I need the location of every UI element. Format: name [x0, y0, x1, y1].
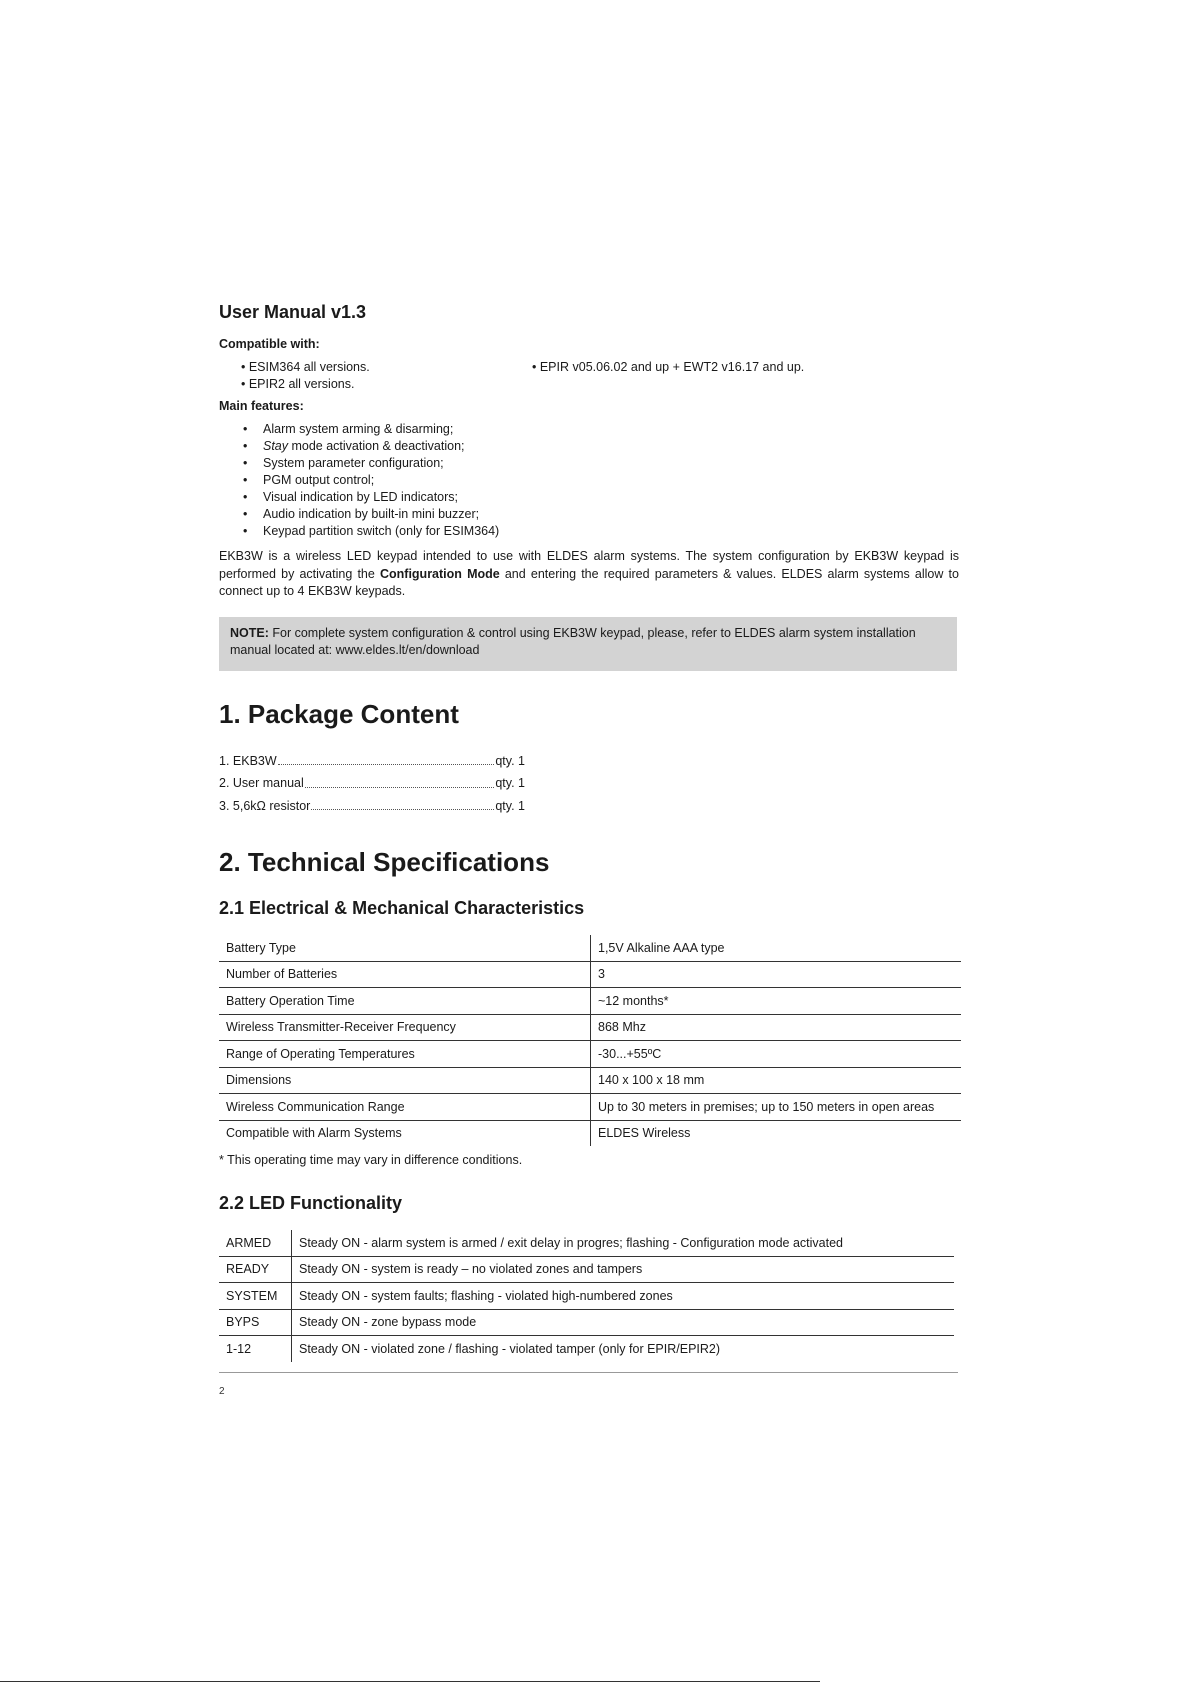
table-row: Compatible with Alarm Systems ELDES Wireless	[219, 1120, 961, 1146]
footer-divider	[219, 1372, 958, 1373]
package-item: 2. User manual qty. 1	[219, 772, 525, 795]
package-list	[219, 750, 959, 818]
table-row: SYSTEM Steady ON - system faults; flashing - violated high-numbered zones	[219, 1283, 954, 1310]
table-row: Battery Type 1,5V Alkaline AAA type	[219, 935, 961, 961]
table-row: Wireless Transmitter-Receiver Frequency 868 Mhz	[219, 1014, 961, 1041]
table-row: Range of Operating Temperatures -30...+55ºC	[219, 1041, 961, 1068]
manual-page	[219, 296, 959, 1362]
feature-item: • Visual indication by LED indicators;	[243, 489, 959, 506]
features-label: Main features:	[219, 399, 304, 413]
compatible-list	[219, 359, 959, 393]
compatible-column-2	[532, 359, 804, 376]
compatible-label: Compatible with:	[219, 337, 320, 351]
table-row: BYPS Steady ON - zone bypass mode	[219, 1309, 954, 1336]
compatible-item: • ESIM364 all versions.	[241, 360, 370, 374]
table-row: Number of Batteries 3	[219, 961, 961, 988]
intro-paragraph: EKB3W is a wireless LED keypad intended to use with ELDES alarm systems. The system configuration by EKB3W keypad is performed by activating the Configuration Mode and entering the required parameters & values. ELDES alarm systems allow to connect up to 4 EKB3W keypads.	[219, 549, 959, 598]
document-title: User Manual v1.3	[219, 302, 367, 322]
features-list	[219, 421, 959, 540]
feature-item: • PGM output control;	[243, 472, 959, 489]
note-box	[219, 617, 957, 671]
page-number: 2	[219, 1386, 225, 1397]
note-text: For complete system configuration & control using EKB3W keypad, please, refer to ELDES alarm system installation manual located at: www.eldes.lt/en/download	[230, 625, 916, 657]
compatible-item: • EPIR v05.06.02 and up + EWT2 v16.17 and up.	[532, 360, 805, 374]
compatible-column-1	[241, 359, 370, 392]
table-row: ARMED Steady ON - alarm system is armed / exit delay in progres; flashing - Configuration mode activated	[219, 1230, 954, 1256]
feature-item: • Stay mode activation & deactivation;	[243, 438, 959, 455]
feature-item: • Keypad partition switch (only for ESIM364)	[243, 523, 959, 540]
feature-item: • Alarm system arming & disarming;	[243, 421, 959, 438]
package-item: 3. 5,6kΩ resistor qty. 1	[219, 795, 525, 818]
table-row: Dimensions 140 x 100 x 18 mm	[219, 1067, 961, 1094]
electrical-table	[219, 935, 961, 1146]
footnote: * This operating time may vary in difference conditions.	[219, 1153, 523, 1167]
table-row: Wireless Communication Range Up to 30 meters in premises; up to 150 meters in open areas	[219, 1094, 961, 1121]
configuration-mode-term: Configuration Mode	[379, 566, 500, 581]
table-row: 1-12 Steady ON - violated zone / flashing - violated tamper (only for EPIR/EPIR2)	[219, 1336, 954, 1362]
table-row: READY Steady ON - system is ready – no violated zones and tampers	[219, 1256, 954, 1283]
electrical-heading: 2.1 Electrical & Mechanical Characteristics	[219, 898, 585, 918]
feature-emphasis: Stay	[263, 439, 289, 453]
note-label: NOTE:	[230, 625, 269, 640]
bottom-edge-line	[0, 1681, 820, 1682]
led-table	[219, 1230, 954, 1362]
led-heading: 2.2 LED Functionality	[219, 1193, 403, 1213]
feature-item: • Audio indication by built-in mini buzzer;	[243, 506, 959, 523]
package-heading: 1. Package Content	[219, 698, 459, 729]
feature-item: • System parameter configuration;	[243, 455, 959, 472]
compatible-item: • EPIR2 all versions.	[241, 376, 355, 391]
table-row: Battery Operation Time ~12 months*	[219, 988, 961, 1015]
package-item: 1. EKB3W qty. 1	[219, 750, 525, 773]
specs-heading: 2. Technical Specifications	[219, 847, 550, 877]
